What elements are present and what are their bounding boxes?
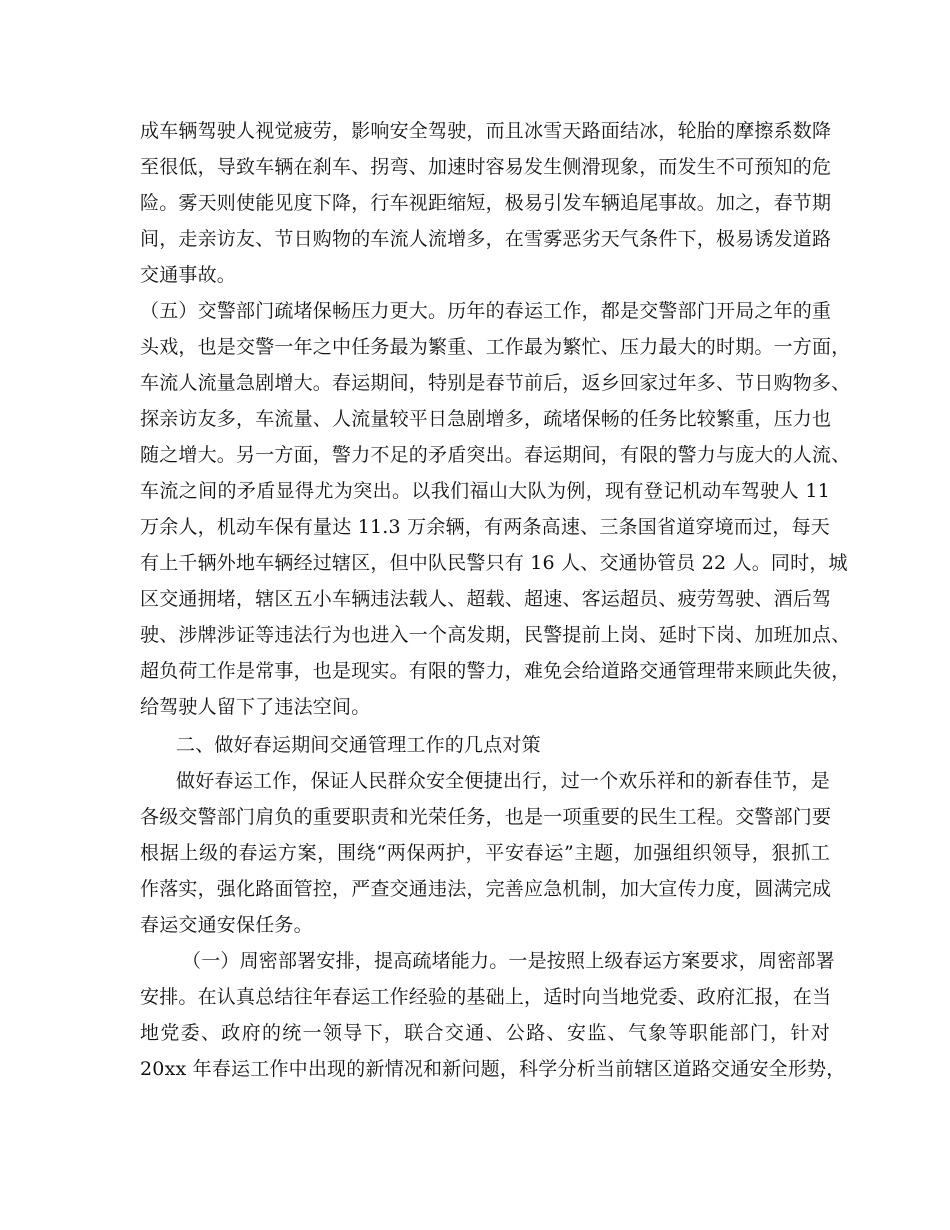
text-line: 春运交通安保任务。 [140, 914, 313, 936]
subsection-heading-line: （一）周密部署安排，提高疏堵能力。一是按照上级春运方案要求，周密部署 [182, 950, 835, 972]
text-line: 区交通拥堵，辖区五小车辆违法载人、超载、超速、客运超员、疲劳驾驶、酒后驾 [140, 588, 832, 610]
text-line: 安排。在认真总结往年春运工作经验的基础上，适时向当地党委、政府汇报，在当 [140, 986, 832, 1008]
text-line: 间，走亲访友、节日购物的车流人流增多，在雪雾恶劣天气条件下，极易诱发道路 [140, 228, 832, 250]
text-line: 万余人，机动车保有量达 11.3 万余辆，有两条高速、三条国省道穿境而过，每天 [140, 516, 830, 538]
text-line: 给驾驶人留下了违法空间。 [140, 696, 371, 718]
text-line: 随之增大。另一方面，警力不足的矛盾突出。春运期间，有限的警力与庞大的人流、 [140, 444, 851, 466]
text-line: 车流之间的矛盾显得尤为突出。以我们福山大队为例，现有登记机动车驾驶人 11 [140, 480, 830, 502]
text-line: 探亲访友多，车流量、人流量较平日急剧增多，疏堵保畅的任务比较繁重，压力也 [140, 408, 832, 430]
text-line: 险。雾天则使能见度下降，行车视距缩短，极易引发车辆追尾事故。加之，春节期 [140, 192, 832, 214]
text-line: 有上千辆外地车辆经过辖区，但中队民警只有 16 人、交通协管员 22 人。同时，城 [140, 552, 848, 574]
text-line: 根据上级的春运方案，围绕“两保两护，平安春运”主题，加强组织领导，狠抓工 [140, 842, 830, 864]
text-line: 交通事故。 [140, 264, 237, 286]
text-line: 成车辆驾驶人视觉疲劳，影响安全驾驶，而且冰雪天路面结冰，轮胎的摩擦系数降 [140, 120, 832, 142]
text-line: 地党委、政府的统一领导下，联合交通、公路、安监、气象等职能部门，针对 [140, 1022, 830, 1044]
text-line: 各级交警部门肩负的重要职责和光荣任务，也是一项重要的民生工程。交警部门要 [140, 806, 832, 828]
text-line: 超负荷工作是常事，也是现实。有限的警力，难免会给道路交通管理带来顾此失彼， [140, 660, 851, 682]
text-line: 至很低，导致车辆在刹车、拐弯、加速时容易发生侧滑现象，而发生不可预知的危 [140, 156, 832, 178]
text-line: 车流人流量急剧增大。春运期间，特别是春节前后，返乡回家过年多、节日购物多、 [140, 372, 851, 394]
text-line: 头戏，也是交警一年之中任务最为繁重、工作最为繁忙、压力最大的时期。一方面， [140, 336, 851, 358]
section-heading: 二、做好春运期间交通管理工作的几点对策 [176, 734, 541, 756]
text-line: 驶、涉牌涉证等违法行为也进入一个高发期，民警提前上岗、延时下岗、加班加点、 [140, 624, 851, 646]
text-line: 做好春运工作，保证人民群众安全便捷出行，过一个欢乐祥和的新春佳节，是 [176, 770, 830, 792]
text-line: 20xx 年春运工作中出现的新情况和新问题，科学分析当前辖区道路交通安全形势， [140, 1058, 846, 1080]
text-line: 作落实，强化路面管控，严查交通违法，完善应急机制，加大宣传力度，圆满完成 [140, 878, 832, 900]
section-heading-line: （五）交警部门疏堵保畅压力更大。历年的春运工作，都是交警部门开局之年的重 [140, 300, 832, 322]
